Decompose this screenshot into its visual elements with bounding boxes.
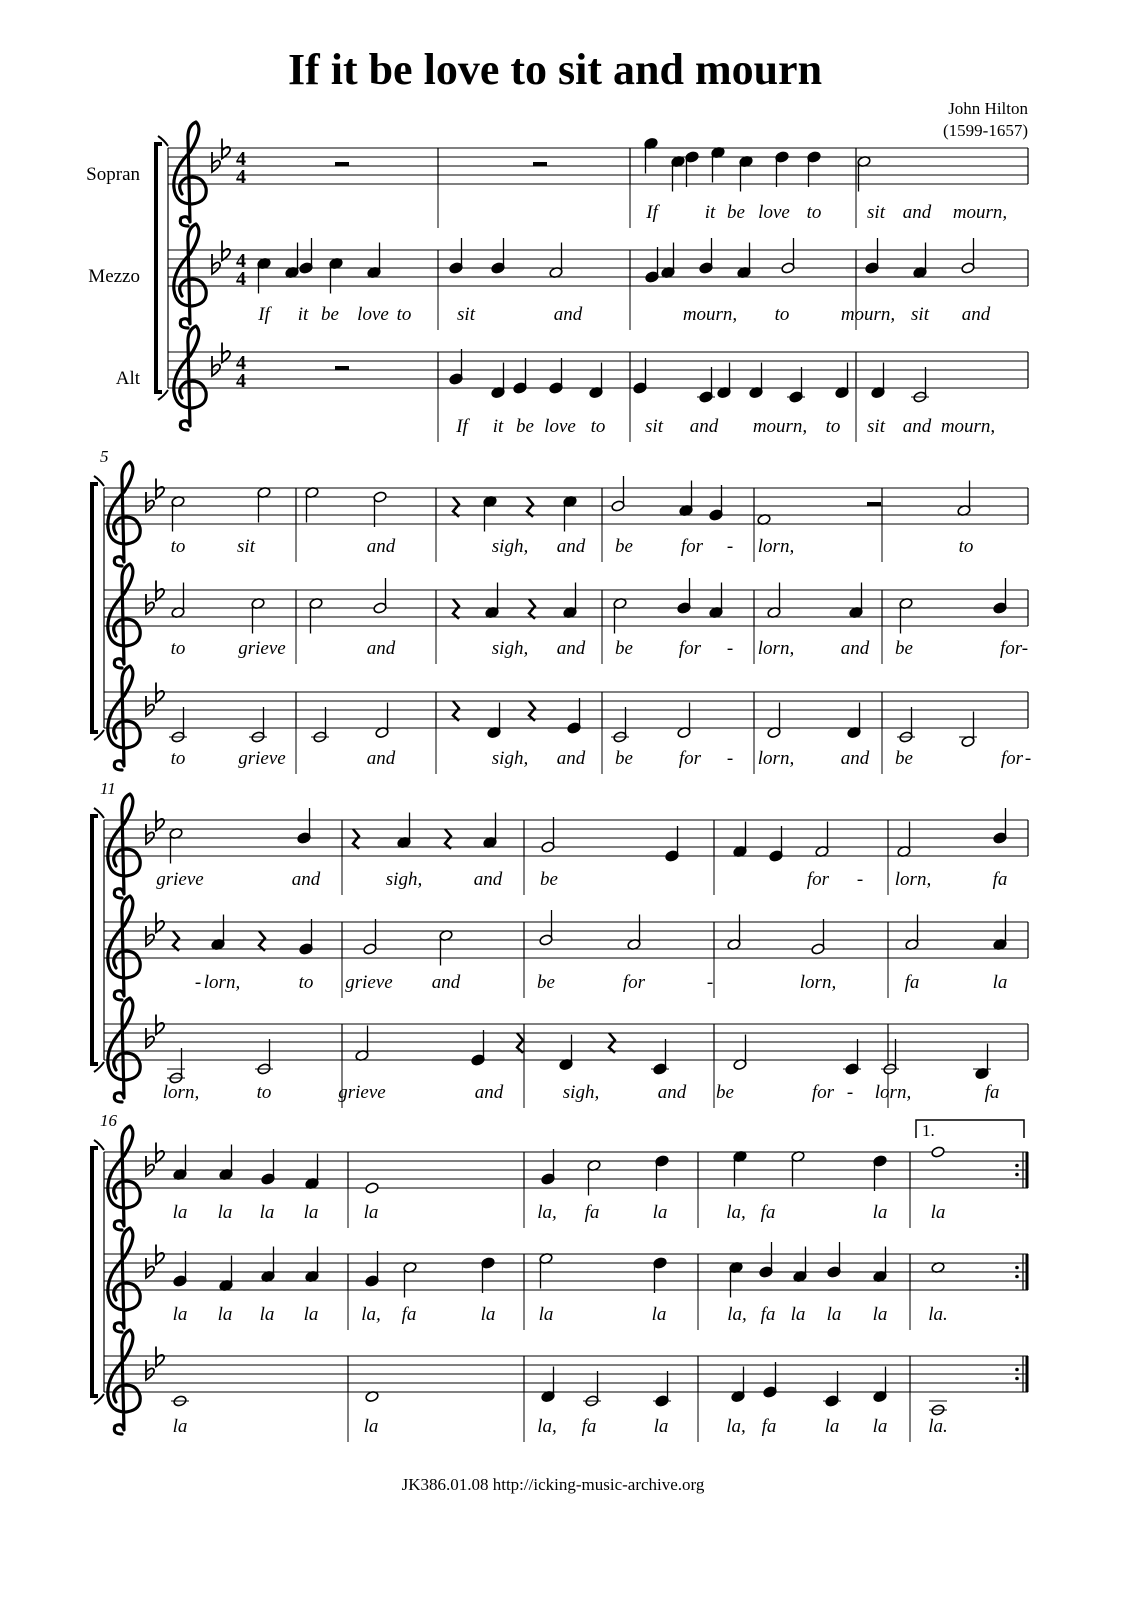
quarter-rest xyxy=(527,497,533,517)
lyric-syllable: la xyxy=(217,1202,233,1223)
half-rest xyxy=(335,162,349,166)
lyric-syllable: to xyxy=(958,536,974,557)
repeat-dot xyxy=(1015,1164,1019,1168)
flat-b-icon xyxy=(146,1258,154,1278)
lyric-syllable: lorn, xyxy=(757,536,795,557)
lyric-syllable: - xyxy=(856,869,864,890)
system-brace xyxy=(92,816,98,1064)
quarter-rest xyxy=(453,599,459,619)
time-signature-top: 4 xyxy=(236,148,246,170)
lyric-syllable: sit xyxy=(867,416,885,437)
lyric-syllable: la xyxy=(824,1416,840,1437)
lyric-syllable: - xyxy=(726,748,734,769)
lyric-syllable: If xyxy=(646,202,658,223)
lyric-syllable: grieve xyxy=(338,1082,386,1103)
lyric-syllable: sit xyxy=(237,536,255,557)
lyric-syllable: la xyxy=(992,972,1008,993)
lyric-syllable: la xyxy=(363,1416,379,1437)
quarter-rest xyxy=(529,599,535,619)
lyric-syllable: to xyxy=(170,638,186,659)
lyric-syllable: la, xyxy=(726,1416,746,1437)
staff-mezzo xyxy=(104,564,1028,668)
lyric-syllable: grieve xyxy=(238,638,286,659)
lyric-syllable: la xyxy=(872,1304,888,1325)
lyric-syllable: fa xyxy=(984,1082,1000,1103)
lyric-syllable: mourn, xyxy=(682,304,738,325)
lyric-syllable: la xyxy=(538,1304,554,1325)
lyric-syllable: be xyxy=(321,304,339,325)
lyric-syllable: la, xyxy=(537,1416,557,1437)
composer-dates: (1599-1657) xyxy=(943,121,1028,140)
staff-alt xyxy=(104,666,1031,774)
lyric-syllable: it xyxy=(297,304,309,325)
lyric-syllable: la xyxy=(651,1304,667,1325)
lyric-syllable: lorn, xyxy=(894,869,932,890)
lyric-syllable: to xyxy=(170,536,186,557)
lyric-syllable: it xyxy=(704,202,716,223)
lyric-syllable: la xyxy=(363,1202,379,1223)
lyric-syllable: la, xyxy=(537,1202,557,1223)
lyric-syllable: la. xyxy=(928,1304,948,1325)
quarter-rest xyxy=(259,931,265,951)
quarter-rest xyxy=(517,1033,523,1053)
lyric-syllable: for xyxy=(1000,748,1024,769)
staff-mezzo xyxy=(168,224,1028,330)
lyric-syllable: to xyxy=(256,1082,272,1103)
lyric-syllable: and xyxy=(902,416,932,437)
lyric-syllable: to xyxy=(170,748,186,769)
lyric-syllable: la, xyxy=(726,1202,746,1223)
lyric-syllable: la, xyxy=(727,1304,747,1325)
lyric-syllable: and xyxy=(553,304,583,325)
lyric-syllable: and xyxy=(961,304,991,325)
system-4 xyxy=(92,1126,1028,1442)
treble-clef-icon xyxy=(108,1330,140,1434)
lyric-syllable: to xyxy=(298,972,314,993)
treble-clef-icon xyxy=(108,794,140,898)
lyric-syllable: for xyxy=(806,869,830,890)
lyric-syllable: be xyxy=(895,638,913,659)
treble-clef-icon xyxy=(174,224,206,328)
lyric-syllable: to xyxy=(774,304,790,325)
lyric-syllable: sit xyxy=(645,416,663,437)
note-w xyxy=(931,1146,945,1158)
lyric-syllable: for xyxy=(811,1082,835,1103)
lyric-syllable: la xyxy=(653,1416,669,1437)
treble-clef-icon xyxy=(108,1126,140,1230)
lyric-syllable: lorn, xyxy=(203,972,241,993)
flat-b-icon xyxy=(146,824,154,844)
quarter-rest xyxy=(529,701,535,721)
lyric-syllable: and xyxy=(556,748,586,769)
lyric-syllable: la xyxy=(303,1304,319,1325)
flat-b-icon xyxy=(146,926,154,946)
lyric-syllable: and xyxy=(474,1082,504,1103)
lyric-syllable: grieve xyxy=(238,748,286,769)
lyric-syllable: be xyxy=(615,748,633,769)
treble-clef-icon xyxy=(108,896,140,1000)
lyric-syllable: mourn, xyxy=(940,416,996,437)
footer-url: JK386.01.08 http://icking-music-archive.org xyxy=(401,1475,705,1494)
lyric-syllable: la xyxy=(826,1304,842,1325)
lyric-syllable: be xyxy=(537,972,555,993)
lyric-syllable: - xyxy=(706,972,714,993)
lyric-syllable: la xyxy=(790,1304,806,1325)
lyric-syllable: la, xyxy=(361,1304,381,1325)
lyric-syllable: mourn, xyxy=(952,202,1008,223)
staff-alt xyxy=(104,1330,1028,1442)
lyric-syllable: - xyxy=(726,638,734,659)
lyric-syllable: and xyxy=(840,748,870,769)
repeat-dot xyxy=(1015,1368,1019,1372)
lyric-syllable: and xyxy=(366,536,396,557)
lyric-syllable: be xyxy=(516,416,534,437)
system-brace xyxy=(156,144,162,392)
quarter-rest xyxy=(453,497,459,517)
staff-sopran xyxy=(104,794,1028,898)
lyric-syllable: grieve xyxy=(345,972,393,993)
quarter-rest xyxy=(445,829,451,849)
lyric-syllable: grieve xyxy=(156,869,204,890)
treble-clef-icon xyxy=(108,462,140,566)
lyric-syllable: lorn, xyxy=(757,638,795,659)
lyric-syllable: for xyxy=(678,638,702,659)
lyric-syllable: la xyxy=(259,1304,275,1325)
half-rest xyxy=(533,162,547,166)
half-rest xyxy=(867,502,881,506)
flat-b-icon xyxy=(146,1156,154,1176)
lyric-syllable: la xyxy=(872,1202,888,1223)
lyric-syllable: be xyxy=(895,748,913,769)
lyric-syllable: and xyxy=(689,416,719,437)
lyric-syllable: love xyxy=(758,202,790,223)
lyric-syllable: - xyxy=(846,1082,854,1103)
lyric-syllable: it xyxy=(492,416,504,437)
treble-clef-icon xyxy=(108,998,140,1102)
lyric-syllable: for xyxy=(678,748,702,769)
lyric-syllable: la xyxy=(172,1304,188,1325)
repeat-dot xyxy=(1015,1173,1019,1177)
lyric-syllable: fa xyxy=(581,1416,597,1437)
time-signature-top: 4 xyxy=(236,250,246,272)
quarter-rest xyxy=(453,701,459,721)
lyric-syllable: for xyxy=(680,536,704,557)
lyric-syllable: to xyxy=(590,416,606,437)
repeat-dot xyxy=(1015,1266,1019,1270)
flat-b-icon xyxy=(146,594,154,614)
composer-name: John Hilton xyxy=(948,99,1028,118)
lyric-syllable: fa xyxy=(401,1304,417,1325)
flat-b-icon xyxy=(146,696,154,716)
lyric-syllable: be xyxy=(540,869,558,890)
lyric-syllable: fa xyxy=(904,972,920,993)
voice-label-alt: Alt xyxy=(115,368,140,389)
lyric-syllable: - xyxy=(726,536,734,557)
flat-b-icon xyxy=(212,254,220,274)
flat-b-icon xyxy=(212,356,220,376)
staff-sopran xyxy=(168,122,1028,228)
treble-clef-icon xyxy=(174,122,206,226)
music-systems xyxy=(92,122,1031,1442)
lyric-syllable: to xyxy=(806,202,822,223)
lyric-syllable: - xyxy=(194,972,202,993)
time-signature-bottom: 4 xyxy=(236,166,246,188)
staff-mezzo xyxy=(104,1228,1028,1332)
treble-clef-icon xyxy=(174,326,206,430)
repeat-dot xyxy=(1015,1275,1019,1279)
lyric-syllable: lorn, xyxy=(874,1082,912,1103)
lyric-syllable: for- xyxy=(999,638,1029,659)
lyric-syllable: la xyxy=(259,1202,275,1223)
quarter-rest xyxy=(173,931,179,951)
system-brace xyxy=(92,484,98,732)
staff-alt xyxy=(168,326,1028,442)
note-w xyxy=(365,1182,379,1194)
system-2 xyxy=(92,462,1031,774)
lyric-syllable: la xyxy=(172,1416,188,1437)
lyric-syllable: lorn, xyxy=(799,972,837,993)
time-signature-top: 4 xyxy=(236,352,246,374)
lyric-syllable: and xyxy=(291,869,321,890)
lyric-syllable: be xyxy=(615,638,633,659)
lyric-syllable: and xyxy=(431,972,461,993)
lyric-syllable: If xyxy=(258,304,270,325)
lyric-syllable: sit xyxy=(867,202,885,223)
quarter-rest xyxy=(609,1033,615,1053)
repeat-dot xyxy=(1015,1377,1019,1381)
lyric-syllable: lorn, xyxy=(162,1082,200,1103)
lyric-syllable: and xyxy=(840,638,870,659)
measure-number-5: 5 xyxy=(100,447,109,466)
treble-clef-icon xyxy=(108,1228,140,1332)
lyric-syllable: and xyxy=(556,638,586,659)
lyric-syllable: sigh, xyxy=(491,748,529,769)
lyric-syllable: love xyxy=(544,416,576,437)
lyric-syllable: sit xyxy=(911,304,929,325)
staff-alt xyxy=(104,998,1028,1108)
voice-label-mezzo: Mezzo xyxy=(88,266,140,287)
lyric-syllable: fa xyxy=(760,1304,776,1325)
quarter-rest xyxy=(353,829,359,849)
lyric-syllable: sit xyxy=(457,304,475,325)
staff-sopran xyxy=(104,462,1028,566)
lyric-syllable: mourn, xyxy=(840,304,896,325)
lyric-syllable: to xyxy=(825,416,841,437)
treble-clef-icon xyxy=(108,564,140,668)
lyric-syllable: la xyxy=(872,1416,888,1437)
system-3 xyxy=(92,794,1028,1108)
measure-number-11: 11 xyxy=(100,779,116,798)
page-title: If it be love to sit and mourn xyxy=(287,45,823,94)
lyric-syllable: la xyxy=(480,1304,496,1325)
lyric-syllable: and xyxy=(556,536,586,557)
volta-label: 1. xyxy=(922,1121,935,1140)
lyric-syllable: sigh, xyxy=(385,869,423,890)
treble-clef-icon xyxy=(108,666,140,770)
lyric-syllable: and xyxy=(366,748,396,769)
voice-label-sopran: Sopran xyxy=(86,164,140,185)
staff-mezzo xyxy=(104,896,1028,1000)
lyric-syllable: la xyxy=(930,1202,946,1223)
lyric-syllable: and xyxy=(902,202,932,223)
lyric-syllable: and xyxy=(473,869,503,890)
lyric-syllable: sigh, xyxy=(491,536,529,557)
lyric-syllable: la. xyxy=(928,1416,948,1437)
lyric-syllable: be xyxy=(615,536,633,557)
half-rest xyxy=(335,366,349,370)
lyric-syllable: to xyxy=(396,304,412,325)
lyric-syllable: sigh, xyxy=(491,638,529,659)
measure-number-16: 16 xyxy=(100,1111,117,1130)
flat-b-icon xyxy=(146,492,154,512)
time-signature-bottom: 4 xyxy=(236,370,246,392)
lyric-syllable: be xyxy=(727,202,745,223)
lyric-syllable: la xyxy=(652,1202,668,1223)
lyric-syllable: If xyxy=(456,416,468,437)
flat-b-icon xyxy=(146,1360,154,1380)
lyric-syllable: love xyxy=(357,304,389,325)
system-brace xyxy=(92,1148,98,1396)
lyric-syllable: fa xyxy=(761,1416,777,1437)
lyric-syllable: for xyxy=(622,972,646,993)
time-signature-bottom: 4 xyxy=(236,268,246,290)
lyric-syllable: fa xyxy=(760,1202,776,1223)
flat-b-icon xyxy=(146,1028,154,1048)
lyric-syllable: sigh, xyxy=(562,1082,600,1103)
lyric-syllable: mourn, xyxy=(752,416,808,437)
flat-b-icon xyxy=(212,152,220,172)
lyric-syllable: la xyxy=(172,1202,188,1223)
staff-sopran xyxy=(104,1126,1028,1230)
lyric-syllable: be xyxy=(716,1082,734,1103)
lyric-syllable: lorn, xyxy=(757,748,795,769)
lyric-syllable: and xyxy=(366,638,396,659)
system-1 xyxy=(156,122,1028,442)
lyric-syllable: and xyxy=(657,1082,687,1103)
lyric-syllable: - xyxy=(1024,748,1032,769)
lyric-syllable: la xyxy=(303,1202,319,1223)
lyric-syllable: la xyxy=(217,1304,233,1325)
lyric-syllable: fa xyxy=(584,1202,600,1223)
lyric-syllable: fa xyxy=(992,869,1008,890)
